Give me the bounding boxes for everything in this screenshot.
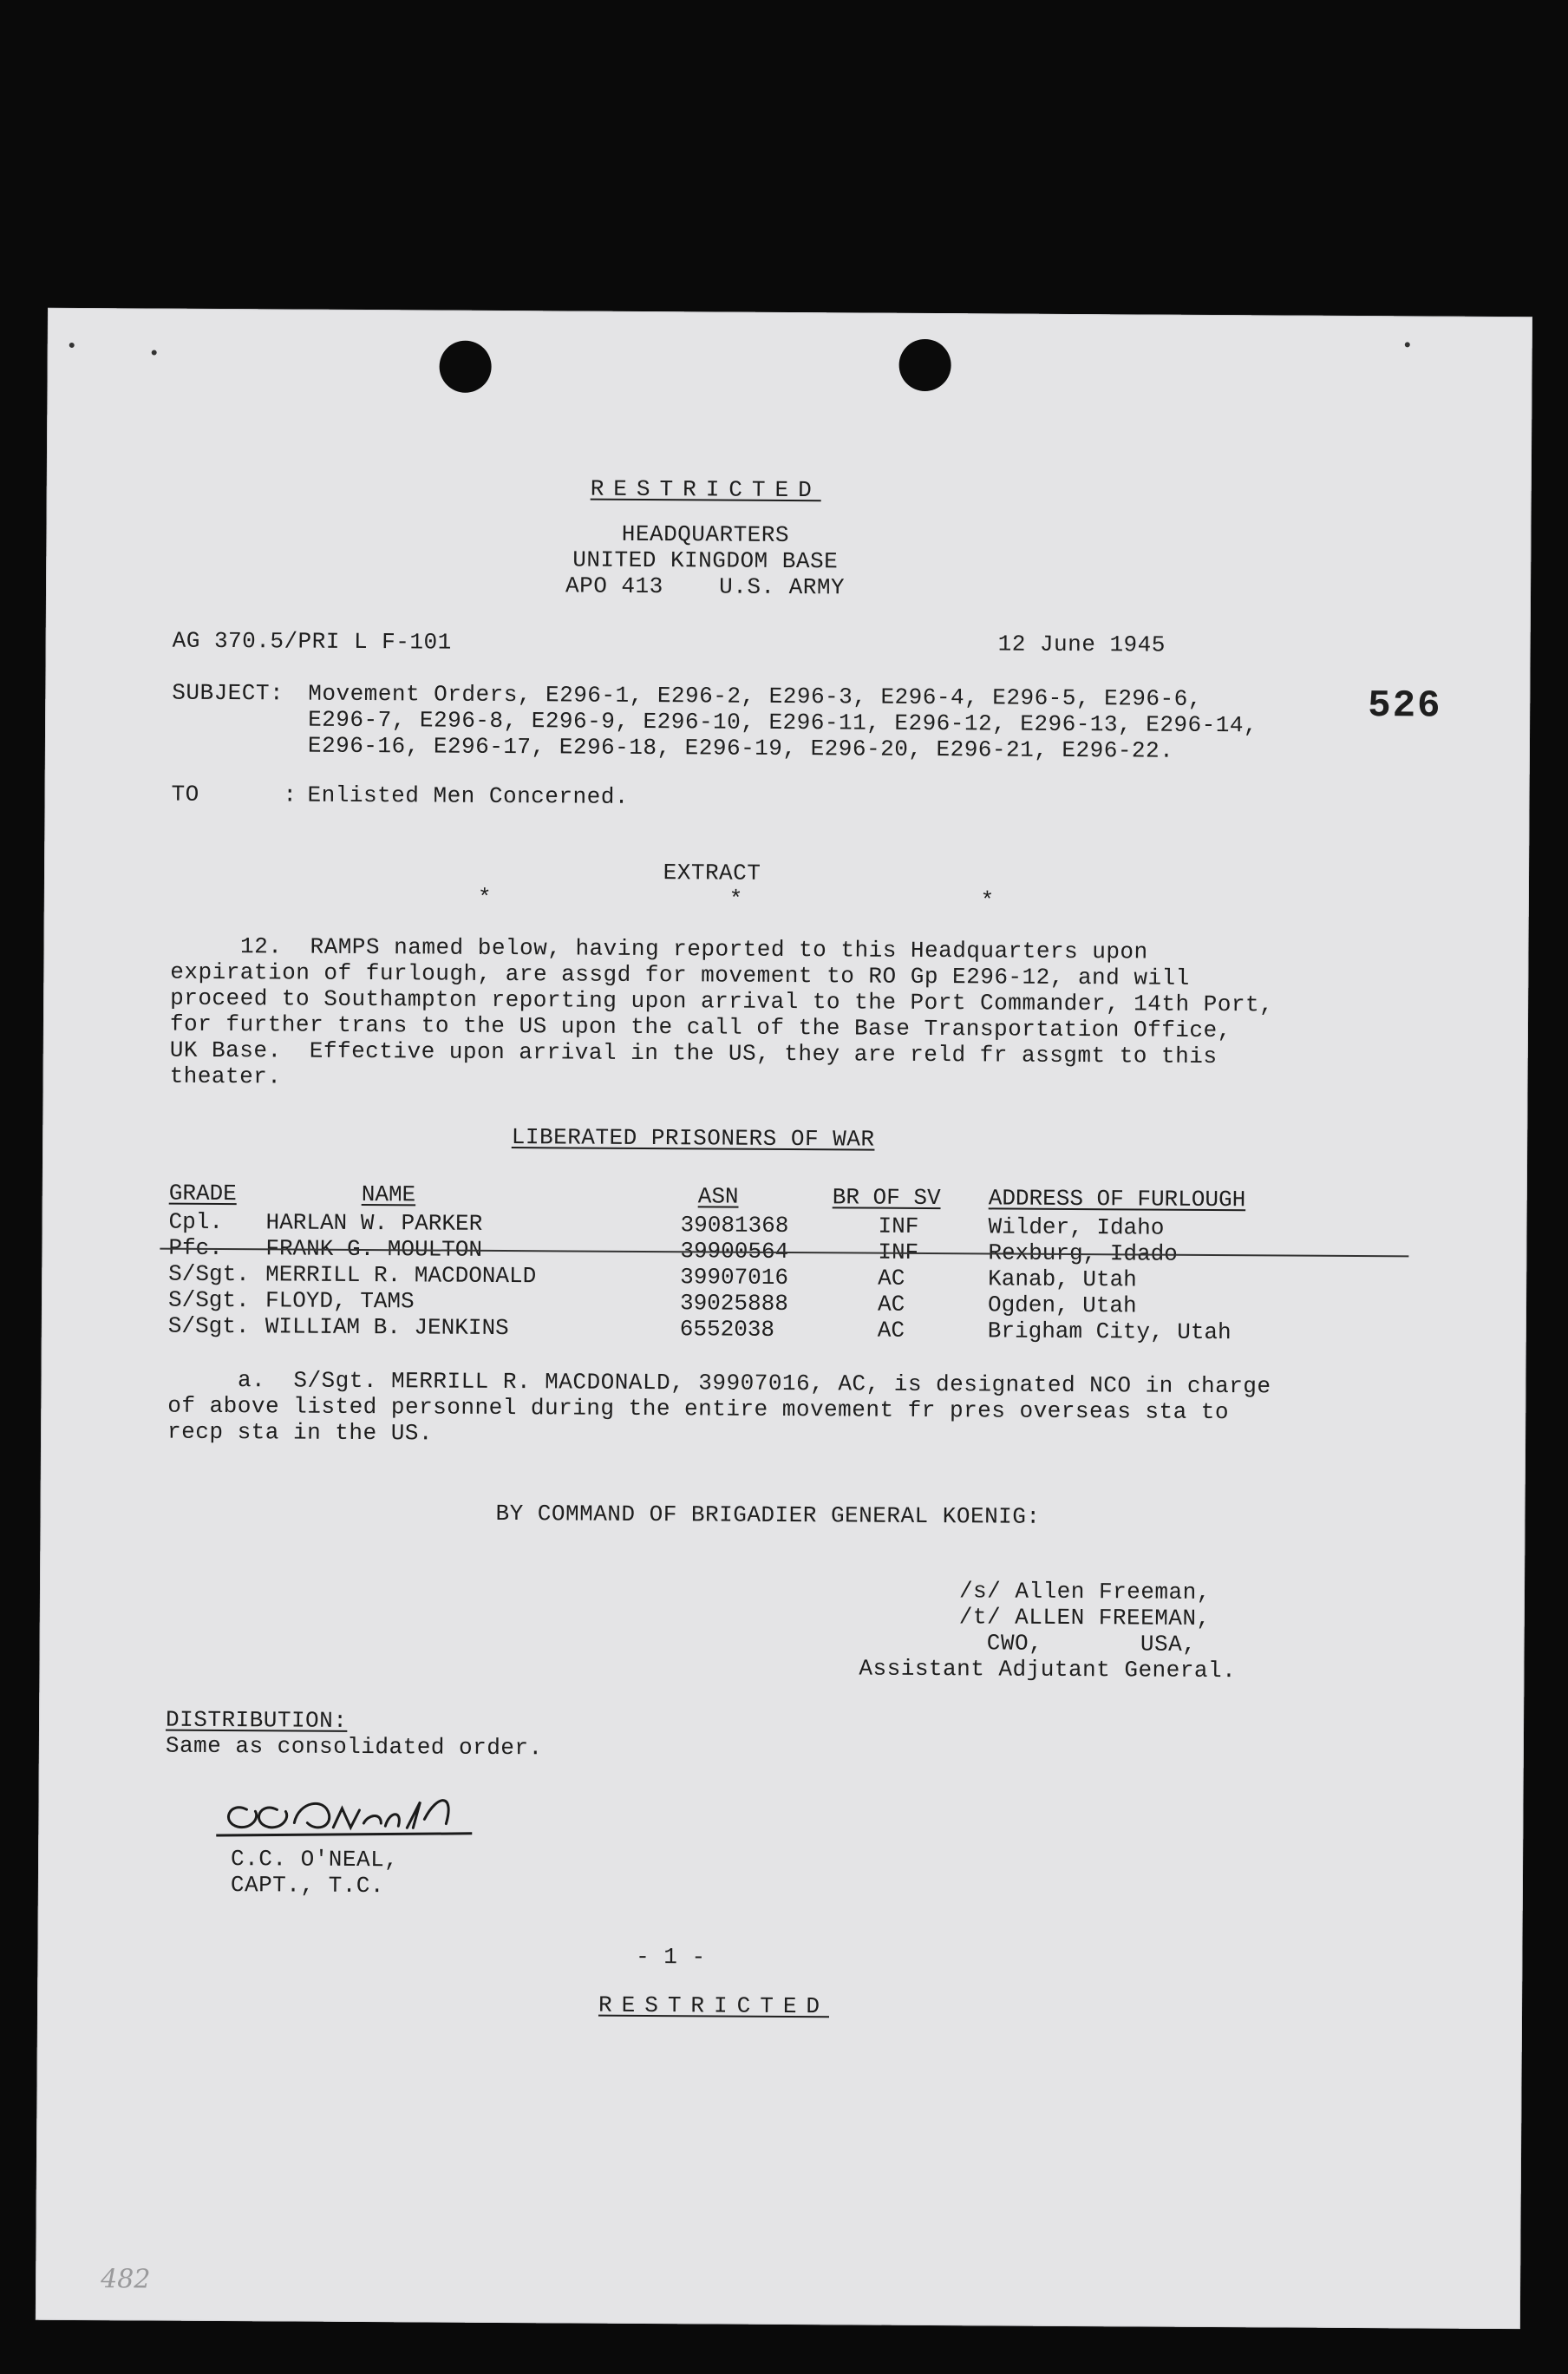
speck — [152, 350, 157, 356]
cell-address: Rexburg, Idado — [988, 1239, 1178, 1267]
document-page — [36, 308, 1532, 2329]
certifier-rank: CAPT., T.C. — [230, 1872, 385, 1900]
cell-grade: Pfc. — [168, 1234, 223, 1262]
signature-line-2: /t/ ALLEN FREEMAN, — [958, 1604, 1211, 1632]
header-name: NAME — [361, 1181, 416, 1208]
document-date: 12 June 1945 — [997, 631, 1166, 658]
cell-address: Kanab, Utah — [988, 1265, 1137, 1293]
header-asn: ASN — [697, 1183, 739, 1210]
margin-note: 482 — [101, 2264, 151, 2295]
subject-line-3: E296-16, E296-17, E296-18, E296-19, E296-20, E296-21, E296-22. — [307, 732, 1174, 764]
cell-branch: INF — [878, 1213, 919, 1239]
paragraph-12-line-6: theater. — [169, 1063, 282, 1090]
paragraph-12-line-4: for further trans to the US upon the call of the Base Transportation Office, — [169, 1010, 1232, 1044]
subject-line-2: E296-7, E296-8, E296-9, E296-10, E296-11, E296-12, E296-13, E296-14, — [308, 706, 1258, 739]
cell-grade: Cpl. — [168, 1208, 224, 1236]
to-label: TO : — [171, 781, 297, 808]
hq-line-1: HEADQUARTERS — [621, 520, 790, 548]
extract-label: EXTRACT — [663, 860, 761, 886]
cell-name: FRANK G. MOULTON — [265, 1235, 483, 1263]
speck — [69, 343, 75, 348]
handwritten-signature — [212, 1775, 489, 1846]
hq-line-3: APO 413 U.S. ARMY — [565, 572, 846, 601]
signature-line-1: /s/ Allen Freeman, — [958, 1578, 1211, 1606]
paragraph-12-line-2: expiration of furlough, are assgd for movement to RO Gp E296-12, and will — [170, 958, 1190, 991]
cell-address: Brigham City, Utah — [987, 1318, 1232, 1346]
cell-branch: AC — [877, 1291, 905, 1318]
subject-line-1: Movement Orders, E296-1, E296-2, E296-3, E296-4, E296-5, E296-6, — [308, 680, 1202, 712]
punch-hole-right — [898, 339, 951, 391]
cell-name: HARLAN W. PARKER — [265, 1209, 483, 1237]
cell-address: Wilder, Idaho — [988, 1213, 1165, 1241]
paragraph-12-line-1: 12. RAMPS named below, having reported to this Headquarters upon — [170, 932, 1148, 965]
certifier-name: C.C. O'NEAL, — [231, 1846, 399, 1874]
document-number: 526 — [1368, 684, 1442, 729]
to-value: Enlisted Men Concerned. — [307, 782, 630, 810]
cell-name: FLOYD, TAMS — [265, 1287, 415, 1315]
cell-grade: S/Sgt. — [167, 1286, 250, 1314]
cell-address: Ogden, Utah — [987, 1292, 1137, 1319]
cell-name: WILLIAM B. JENKINS — [265, 1313, 509, 1342]
cell-branch: AC — [877, 1317, 905, 1344]
by-command: BY COMMAND OF BRIGADIER GENERAL KOENIG: — [495, 1500, 1041, 1530]
hq-line-2: UNITED KINGDOM BASE — [572, 546, 839, 575]
page-number: - 1 - — [636, 1943, 706, 1971]
header-address: ADDRESS OF FURLOUGH — [988, 1185, 1246, 1213]
cell-branch: AC — [878, 1265, 905, 1292]
cell-grade: S/Sgt. — [167, 1312, 250, 1340]
cell-grade: S/Sgt. — [168, 1260, 250, 1288]
cell-asn: 39081368 — [680, 1212, 789, 1239]
cell-asn: 39907016 — [680, 1264, 789, 1292]
distribution-label: DISTRIBUTION: — [165, 1706, 348, 1734]
paragraph-12-line-3: proceed to Southampton reporting upon arrival to the Port Commander, 14th Port, — [170, 984, 1274, 1018]
file-reference: AG 370.5/PRI L F-101 — [172, 627, 452, 656]
punch-hole-left — [439, 341, 491, 393]
header-grade: GRADE — [168, 1180, 237, 1207]
table-title: LIBERATED PRISONERS OF WAR — [511, 1124, 875, 1153]
classification-top: RESTRICTED — [590, 475, 821, 504]
cell-asn: 6552038 — [679, 1316, 775, 1343]
paragraph-12-line-5: UK Base. Effective upon arrival in the US, they are reld fr assgmt to this — [169, 1037, 1218, 1070]
subject-label: SUBJECT: — [172, 679, 284, 707]
extract-asterisks: * * * — [477, 884, 995, 914]
speck — [1405, 342, 1410, 347]
header-branch: BR OF SV — [832, 1184, 941, 1212]
classification-bottom: RESTRICTED — [598, 1991, 830, 2020]
cell-asn: 39025888 — [679, 1290, 788, 1318]
cell-asn: 39900564 — [680, 1238, 789, 1265]
cell-name: MERRILL R. MACDONALD — [265, 1261, 537, 1290]
cell-branch: INF — [878, 1239, 919, 1265]
signature-line-3: CWO, USA, — [958, 1630, 1197, 1658]
signature-line-4: Assistant Adjutant General. — [859, 1655, 1237, 1684]
paragraph-a-line-2: of above listed personnel during the entire movement fr pres overseas sta to — [167, 1392, 1230, 1426]
personnel-table — [168, 1209, 1383, 1347]
distribution-value: Same as consolidated order. — [165, 1732, 543, 1762]
paragraph-a-line-1: a. S/Sgt. MERRILL R. MACDONALD, 39907016, AC, is designated NCO in charge — [167, 1366, 1271, 1400]
paragraph-a-line-3: recp sta in the US. — [167, 1418, 434, 1447]
